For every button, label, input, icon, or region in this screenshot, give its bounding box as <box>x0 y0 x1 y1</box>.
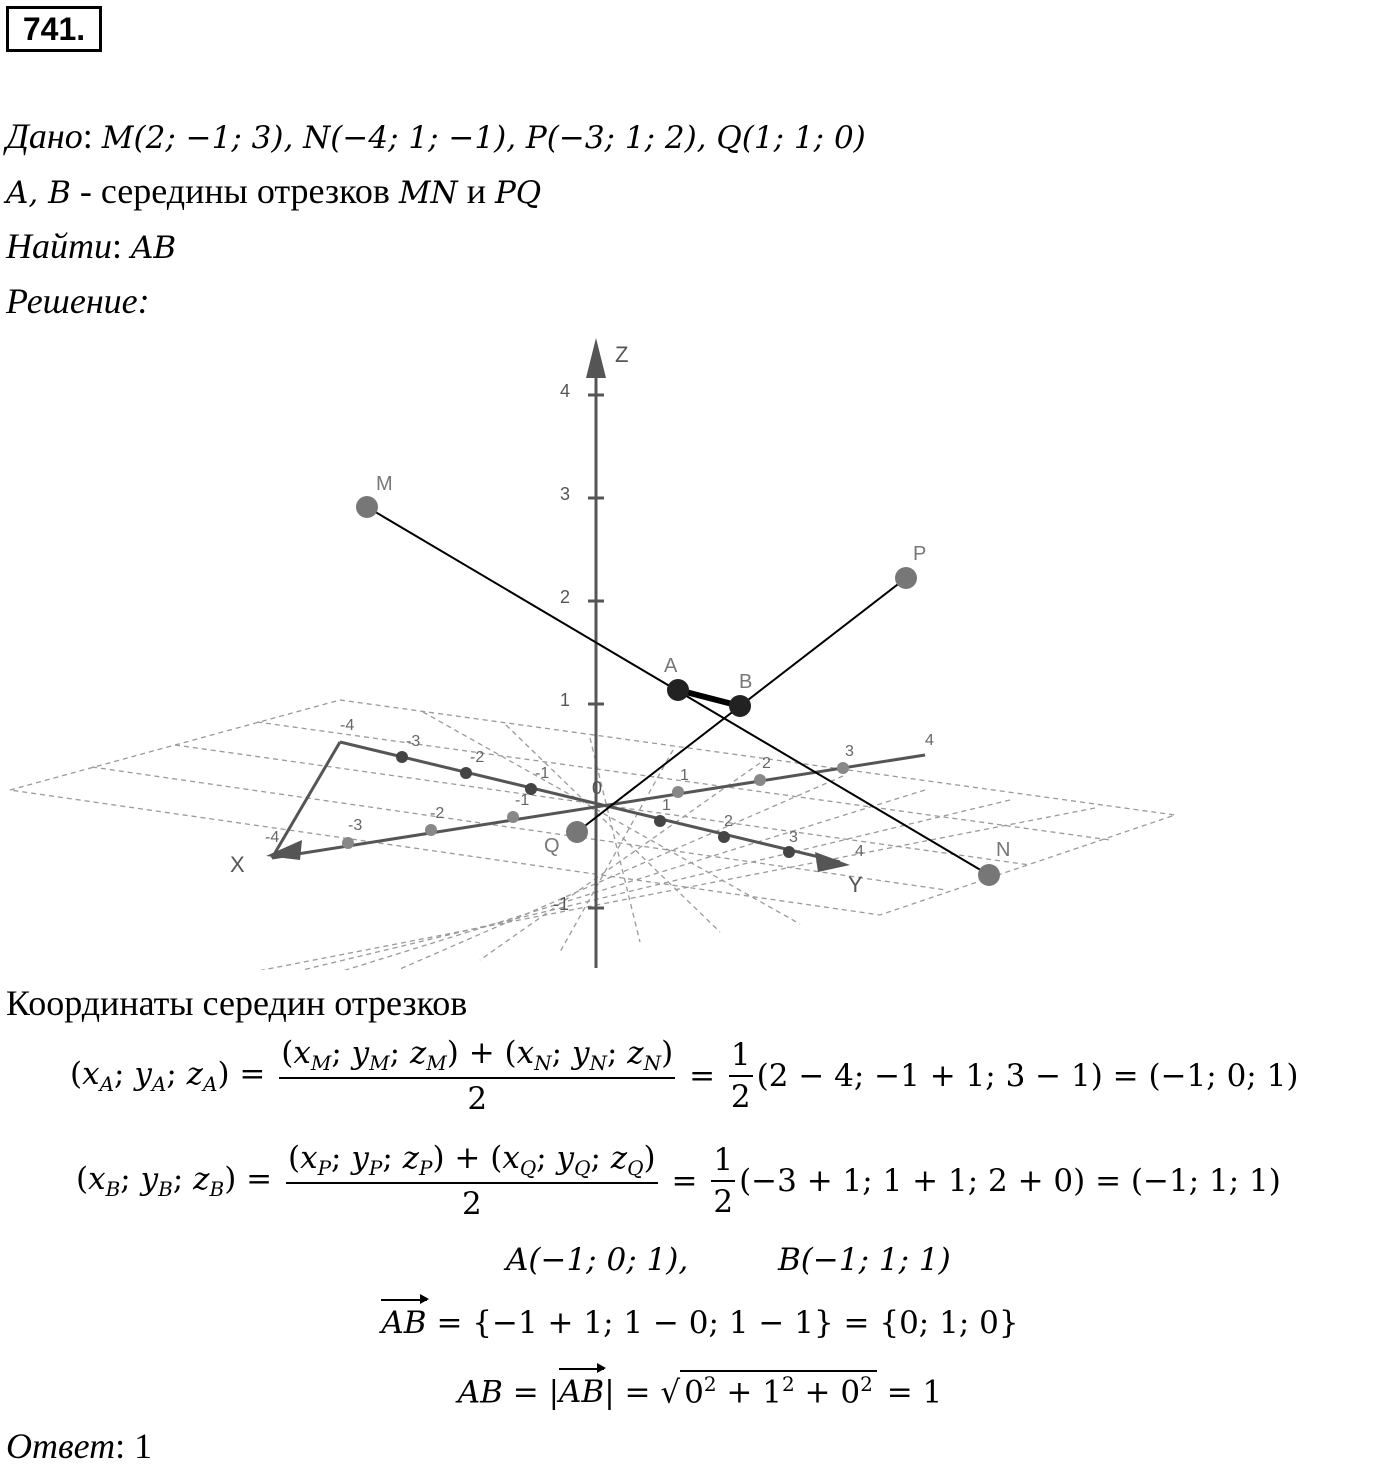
z-axis-arrow <box>586 338 606 378</box>
point-b <box>729 695 751 717</box>
conj-text: и <box>457 171 495 211</box>
vector-result: = {−1 + 1; 1 − 0; 1 − 1} = {0; 1; 0} <box>436 1305 1019 1341</box>
label-n: N <box>996 839 1011 861</box>
point-m <box>356 496 378 518</box>
length-result: = 1 <box>886 1374 943 1411</box>
formula-b-tail: (−3 + 1; 1 + 1; 2 + 0) = (−1; 1; 1) <box>739 1163 1281 1200</box>
y-axis-arrow <box>815 852 850 872</box>
point-n <box>978 864 1000 886</box>
label-p: P <box>913 543 927 565</box>
svg-text:-4: -4 <box>265 829 280 846</box>
formula-a: ($x_A$; $y_A$; $z_A$) = $\frac{(x_M; y_M; z_M) + (x_N; y_N; z_N)}{2}$ = $\frac{1}{2}$ (2 − 4; −1 + 1; 3 − 1) = (−1; 0; 1) <box>70 1035 1299 1118</box>
y-axis-label: Y <box>848 872 863 897</box>
z-tick-neg1: -1 <box>553 894 570 914</box>
vector-line: AB = {−1 + 1; 1 − 0; 1 − 1} = {0; 1; 0} <box>381 1305 1019 1341</box>
svg-text:3: 3 <box>789 829 798 846</box>
svg-text:-3: -3 <box>406 733 421 750</box>
svg-text:2: 2 <box>762 755 771 772</box>
segment-mn: MN <box>398 175 458 211</box>
svg-text:-2: -2 <box>470 749 485 766</box>
svg-text:1: 1 <box>662 797 671 814</box>
coordinate-figure <box>0 330 1400 970</box>
length-line: AB = |AB| = √ $0^2 + 1^2 + 0^2 = 1$ <box>457 1372 943 1411</box>
point-a <box>667 679 689 701</box>
answer-line: Ответ: 1 <box>6 1426 153 1466</box>
midpoint-text: - середины отрезков <box>70 171 399 211</box>
solution-label: Решение: <box>6 281 150 321</box>
given-line: Дано: M(2; −1; 3), N(−4; 1; −1), P(−3; 1; 2), Q(1; 1; 0) <box>6 116 866 156</box>
z-tick-2: 2 <box>560 587 571 607</box>
z-tick-4: 4 <box>560 381 571 401</box>
svg-text:-1: -1 <box>535 765 550 782</box>
svg-text:2: 2 <box>724 813 733 830</box>
segment-pq: PQ <box>494 175 542 211</box>
label-b: B <box>739 671 753 693</box>
origin-label: 0 <box>592 778 603 798</box>
label-a: A <box>664 655 678 677</box>
answer-value: 1 <box>134 1426 153 1466</box>
svg-text:1: 1 <box>680 767 689 784</box>
midpoint-names: A, B <box>6 175 71 211</box>
x-axis-label: X <box>230 852 245 877</box>
point-q <box>566 821 588 843</box>
z-axis-label: Z <box>615 342 629 367</box>
point-b-result: B(−1; 1; 1) <box>778 1242 951 1278</box>
find-value: AB <box>131 230 177 266</box>
point-p <box>895 567 917 589</box>
grid-plane <box>10 700 1175 970</box>
given-points: M(2; −1; 3), N(−4; 1; −1), P(−3; 1; 2), Q(1; 1; 0) <box>101 120 866 156</box>
midpoint-heading: Координаты середин отрезков <box>6 983 468 1023</box>
z-tick-1: 1 <box>560 690 571 710</box>
formula-a-tail: (2 − 4; −1 + 1; 3 − 1) = (−1; 0; 1) <box>756 1058 1299 1095</box>
label-m: M <box>376 473 393 495</box>
svg-text:4: 4 <box>855 843 864 860</box>
svg-text:3: 3 <box>845 743 854 760</box>
point-a-result: A(−1; 0; 1), <box>506 1242 689 1278</box>
find-line: Найти: AB <box>6 226 177 266</box>
svg-text:4: 4 <box>925 732 934 749</box>
find-label: Найти <box>6 226 112 266</box>
label-q: Q <box>544 835 560 857</box>
formula-b: ($x_B$; $y_B$; $z_B$) = $\frac{(x_P; y_P; z_P) + (x_Q; y_Q; z_Q)}{2}$ = $\frac{1}{2}$ (−3 + 1; 1 + 1; 2 + 0) = (−1; 1; 1) <box>76 1140 1281 1223</box>
svg-text:-2: -2 <box>430 805 445 822</box>
z-tick-3: 3 <box>560 484 571 504</box>
problem-number: 741. <box>6 6 102 52</box>
midpoints-line <box>6 170 541 212</box>
svg-text:-1: -1 <box>515 792 530 809</box>
svg-text:-3: -3 <box>348 817 363 834</box>
given-label: Дано <box>6 116 83 156</box>
svg-text:-4: -4 <box>340 717 355 734</box>
answer-label: Ответ <box>6 1426 116 1466</box>
